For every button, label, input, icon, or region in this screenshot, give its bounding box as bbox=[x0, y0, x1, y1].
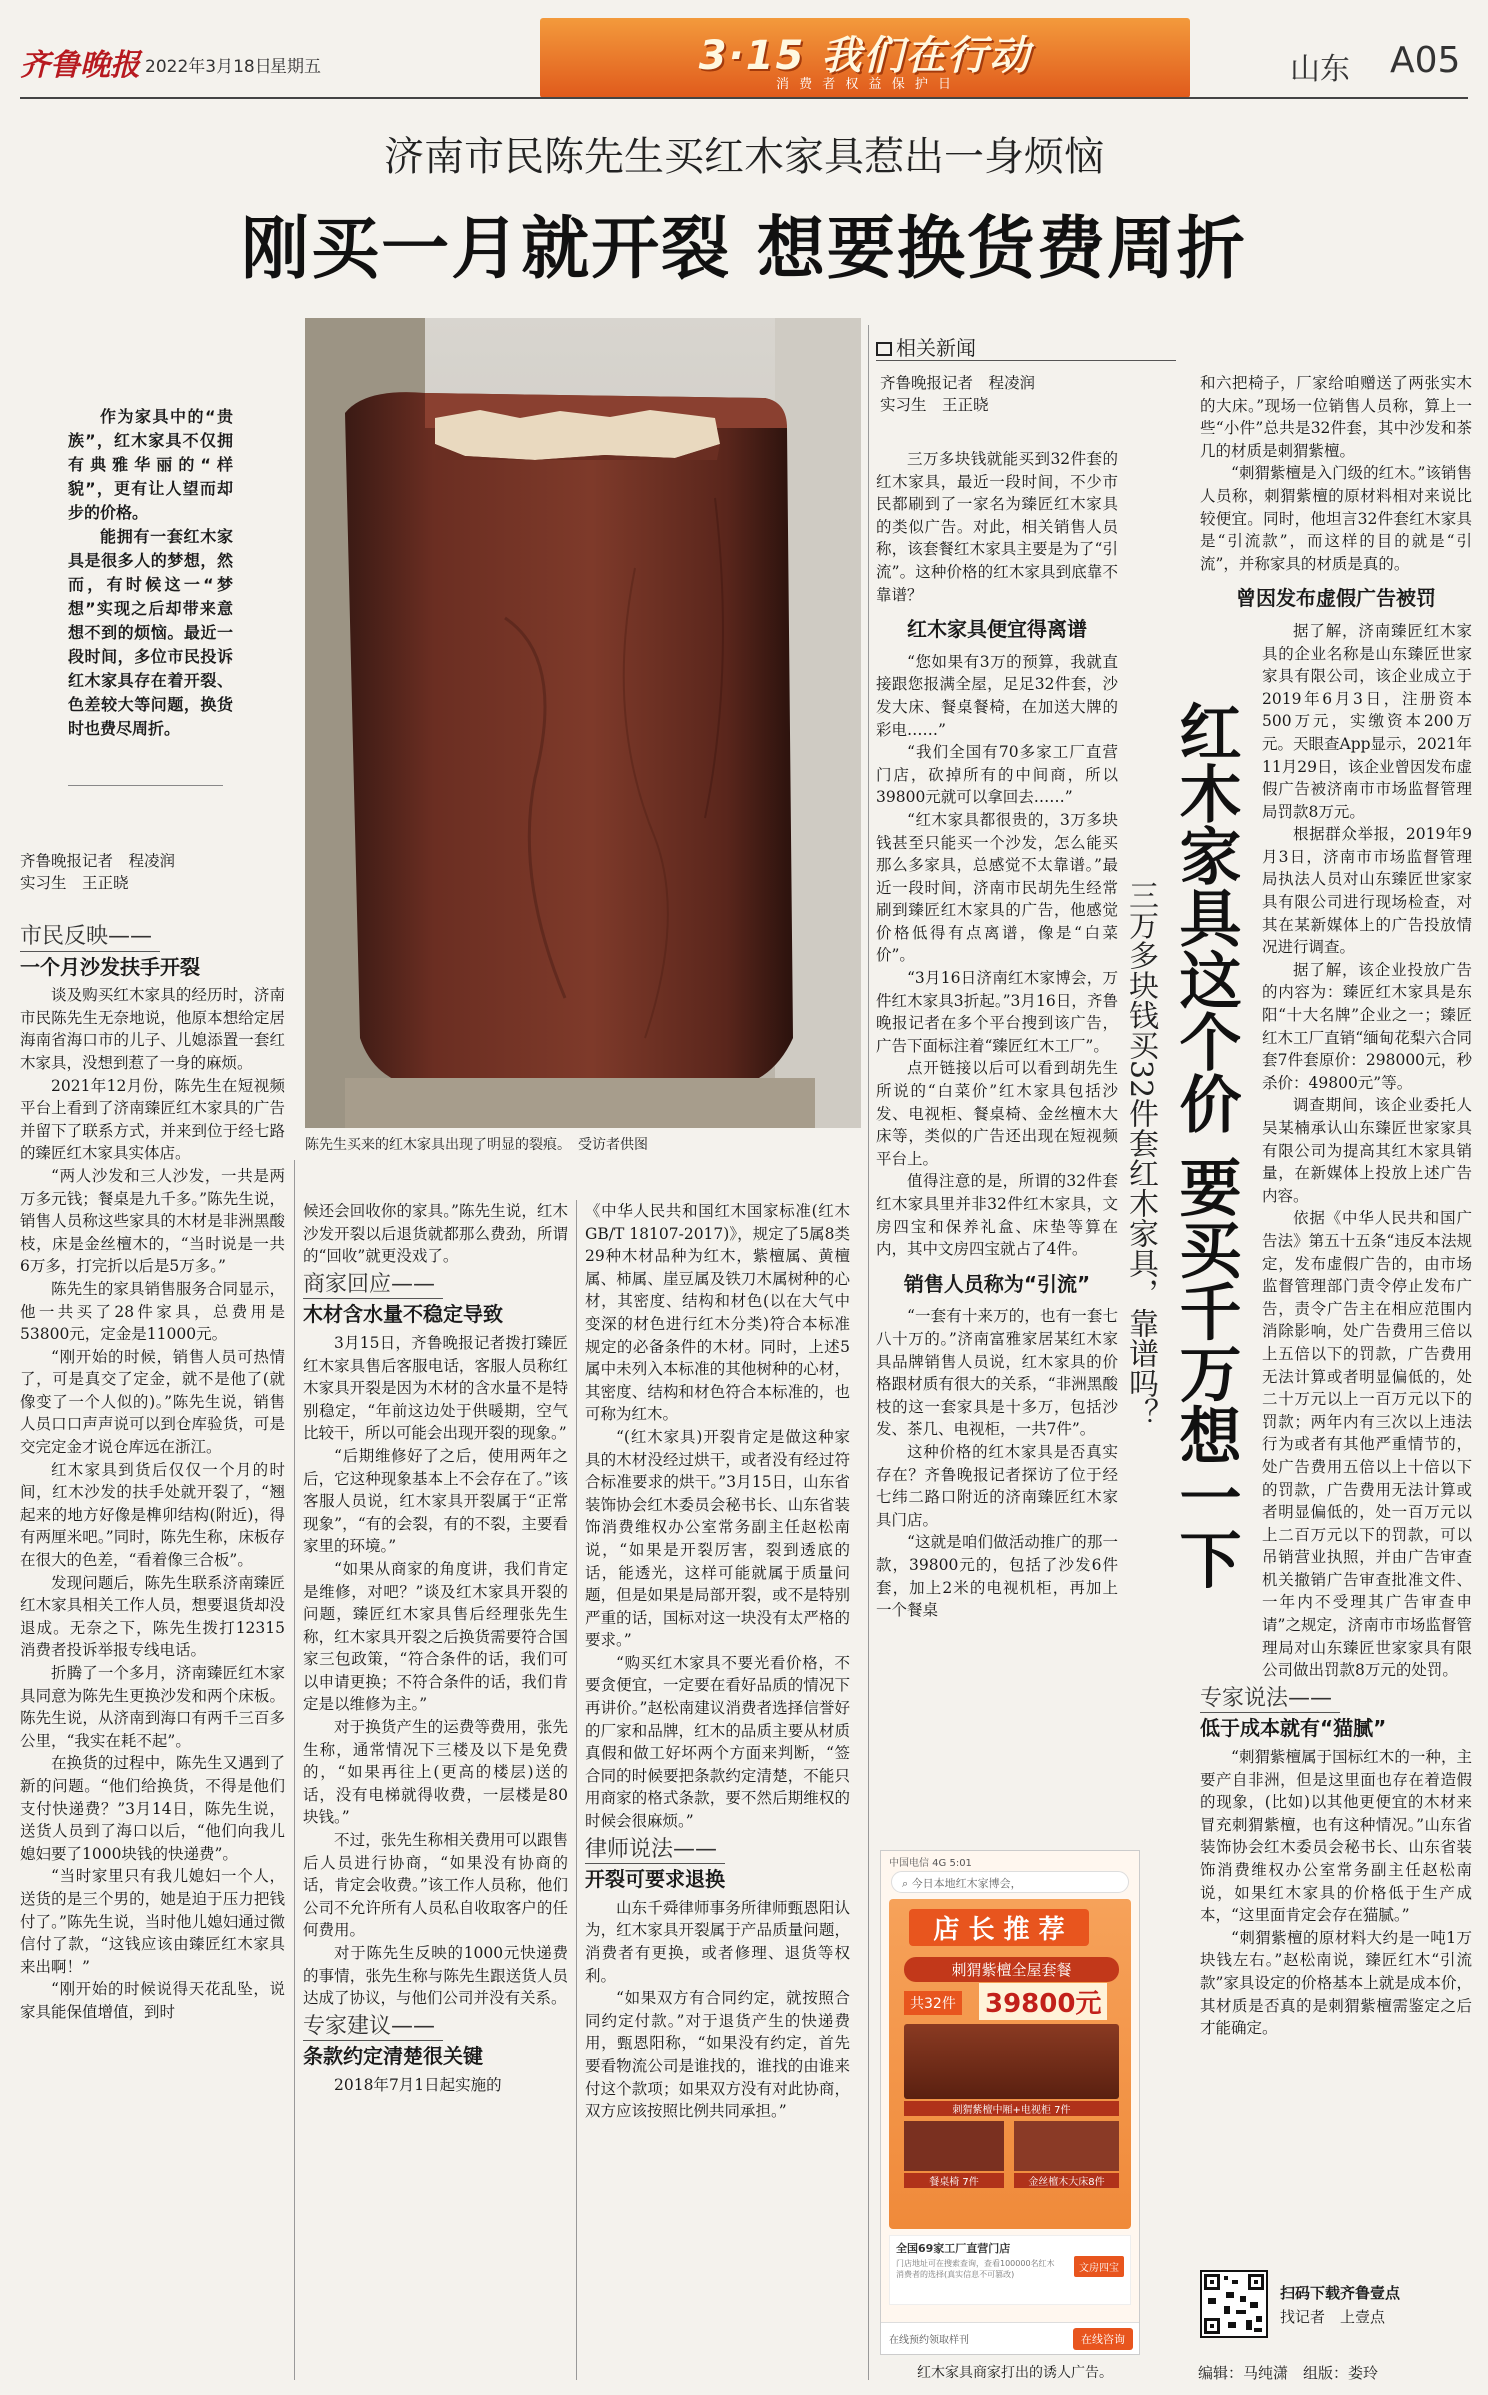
ad-search-bar[interactable] bbox=[891, 1871, 1129, 1893]
article-paragraph: 根据群众举报，2019年9月3日，济南市市场监督管理局执法人员对山东臻匠世家家具有限公司进行现场检查，对其在某新媒体上的广告投放情况进行调查。 bbox=[1262, 825, 1472, 957]
subhead-armrest-cracked: 一个月沙发扶手开裂 bbox=[20, 954, 200, 979]
article-paragraph: 红木家具到货后仅仅一个月的时间，红木沙发的扶手处就开裂了，“翘起来的地方好像是榫卯结构(附近)，得有两厘米吧。”同时，陈先生称，床板存在很大的色差，“看着像三合板”。 bbox=[20, 1460, 285, 1570]
region-label: 山东 bbox=[1290, 52, 1350, 87]
vertical-title: 红木家具这个价 要买千万想一下 bbox=[1169, 700, 1242, 1590]
section-expert-advice: 专家建议—— bbox=[303, 2016, 443, 2042]
ad-bottom-left[interactable]: 在线预约领取样刊 bbox=[889, 2335, 969, 2346]
lead-block bbox=[68, 405, 233, 741]
ad-row2a: 餐桌椅 7件 bbox=[904, 2173, 1004, 2188]
footer-credit: 编辑：马纯潇 组版：娄玲 bbox=[1198, 2364, 1379, 2382]
article-paragraph: 陈先生的家具销售服务合同显示，他一共买了28件家具，总费用是53800元，定金是11000元。 bbox=[20, 1279, 285, 1344]
article-paragraph: “购买红木家具不要光看价格，不要贪便宜，一定要在看好品质的情况下再讲价。”赵松南建议消费者选择信誉好的厂家和品牌，红木的品质主要从材质真假和做工好坏两个方面来判断，“签合同的时候要把条款约定清楚，不能只用商家的格式条款，要不然后期维权的时候会很麻烦。” bbox=[585, 1653, 850, 1831]
ad-stores-box bbox=[889, 2235, 1131, 2305]
article-paragraph: “刺猬紫檀的原材料大约是一吨1万块钱左右。”赵松南说，臻匠红木“引流款”家具设定的价格基本上就是成本价，其材质是否真的是刺猬紫檀需鉴定之后才能确定。 bbox=[1200, 1928, 1472, 2038]
qr-text-1: 扫码下载齐鲁壹点 bbox=[1280, 2284, 1401, 2302]
article-paragraph: “3月16日济南红木家博会，万件红木家具3折起。”3月16日，齐鲁晚报记者在多个平台搜到该广告，广告下面标注着“臻匠红木工厂”。 bbox=[876, 969, 1118, 1055]
ad-badge: 店 长 推 荐 bbox=[909, 1909, 1089, 1946]
issue-date: 2022年3月18日 bbox=[145, 57, 272, 77]
lead-paragraph: 作为家具中的“贵族”，红木家具不仅拥有典雅华丽的“样貌”，更有让人望而却步的价格。 bbox=[68, 407, 233, 522]
paper-name: 齐鲁晚报 bbox=[20, 48, 140, 83]
related-box-icon bbox=[876, 342, 892, 356]
byline-reporter: 齐鲁晚报记者 程凌润 bbox=[880, 374, 1036, 392]
column-5 bbox=[1200, 372, 1472, 2182]
byline-related bbox=[880, 372, 1140, 416]
article-paragraph: “(红木家具)开裂肯定是做这种家具的木材没经过烘干，或者没有经过符合标准要求的烘干。”3月15日，山东省装饰协会红木委员会秘书长、山东省装饰消费维权办公室常务副主任赵松南说，“如果是开裂厉害，裂到透底的话，能透光，这样可能就属于质量问题，但是如果是局部开裂，或不是特别严重的话，国标对这一块没有太严格的要求。” bbox=[585, 1427, 850, 1650]
article-paragraph: 调查期间，该企业委托人吴某楠承认山东臻匠世家家具有限公司为提高其红木家具销量，在新媒体上投放上述广告内容。 bbox=[1262, 1096, 1472, 1205]
article-paragraph: 不过，张先生称相关费用可以跟售后人员进行协商，“如果没有协商的话，肯定会收费。”该工作人员称，他们公司不允许所有人员私自收取客户的任何费用。 bbox=[303, 1831, 568, 1940]
byline-reporter: 齐鲁晚报记者 程凌润 bbox=[20, 852, 176, 870]
subhead-traffic: 销售人员称为“引流” bbox=[903, 1271, 1091, 1296]
section-citizen-report: 市民反映—— bbox=[20, 926, 160, 952]
ad-count: 共32件 bbox=[904, 1991, 962, 2015]
banner-315 bbox=[540, 18, 1190, 98]
article-paragraph: 对于换货产生的运费等费用，张先生称，通常情况下三楼及以下是免费的，“如果再往上(更高的楼层)送的话，没有电梯就得收费，一层楼是80块钱。” bbox=[303, 1718, 568, 1827]
ad-consult-button[interactable]: 在线咨询 bbox=[1073, 2328, 1133, 2350]
headline-kicker: 济南市民陈先生买红木家具惹出一身烦恼 bbox=[384, 134, 1104, 180]
subhead-moisture: 木材含水量不稳定导致 bbox=[303, 1302, 503, 1327]
ad-bed-image bbox=[1014, 2121, 1119, 2171]
main-photo-caption: 陈先生买来的红木家具出现了明显的裂痕。 受访者供图 bbox=[305, 1137, 648, 1153]
article-paragraph: “刚开始的时候，销售人员可热情了，可是真交了定金，就不是他了(就像变了一个人似的)。”陈先生说，销售人员口口声声说可以到仓库验货，可是交完定金才说仓库远在浙江。 bbox=[20, 1347, 285, 1457]
article-paragraph: 依据《中华人民共和国广告法》第五十五条“违反本法规定，发布虚假广告的，由市场监督管理部门责令停止发布广告，责令广告主在相应范围内消除影响，处广告费用三倍以上五倍以下的罚款，广告费用无法计算或者明显偏低的，处二十万元以上一百万元以下的罚款；两年内有三次以上违法行为或者有其他严重情节的，处广告费用五倍以上十倍以下的罚款，广告费用无法计算或者明显偏低的，处一百万元以上二百万元以下的罚款，可以吊销营业执照，并由广告审查机关撤销广告审查批准文件、一年内不受理其广告审查申请”之规定，济南市市场监督管理局对山东臻匠世家家具有限公司做出罚款8万元的处罚。 bbox=[1262, 1209, 1472, 1680]
article-paragraph: 据了解，济南臻匠红木家具的企业名称是山东臻匠世家家具有限公司，该企业成立于2019年6月3日，注册资本500万元，实缴资本200万元。天眼查App显示，2021年11月29日，该企业曾因发布虚假广告被济南市市场监督管理局罚款8万元。 bbox=[1262, 621, 1472, 821]
subhead-fined: 曾因发布虚假广告被罚 bbox=[1236, 586, 1436, 611]
vertical-subtitle: 三万多块钱买32件套红木家具，靠谱吗？ bbox=[1123, 880, 1158, 1429]
search-placeholder: 今日本地红木家博会， bbox=[911, 1877, 1022, 1890]
article-paragraph: “您如果有3万的预算，我就直接跟您报满全屋，足足32件套，沙发大床、餐桌餐椅，在加送大牌的彩电……” bbox=[876, 652, 1118, 739]
qr-code-icon bbox=[1202, 2272, 1266, 2336]
masthead bbox=[0, 0, 1488, 98]
article-paragraph: 候还会回收你的家具。”陈先生说，红木沙发开裂以后退货就都那么费劲，所谓的“回收”就更没戏了。 bbox=[303, 1202, 568, 1266]
article-paragraph: 《中华人民共和国红木国家标准(红木GB/T 18107-2017)》，规定了5属8类29种木材品种为红木，紫檀属、黄檀属、柿属、崖豆属及铁刀木属树种的心材，其密度、结构和材色(以在大气中变深的材色进行红木分类)符合本标准规定的必备条件的木材。同时，上述5属中未列入本标准的其他树种的心材，其密度、结构和材色符合本标准的，也可称为红木。 bbox=[585, 1202, 850, 1424]
column-2 bbox=[303, 1200, 568, 2390]
ad-package-name: 刺猬紫檀全屋套餐 bbox=[904, 1957, 1119, 1982]
ad-bottom-bar bbox=[881, 2322, 1139, 2354]
ad-row1: 刺猬紫檀中厢+电视柜 7件 bbox=[904, 2101, 1119, 2116]
article-paragraph: 发现问题后，陈先生联系济南臻匠红木家具相关工作人员，想要退货却没退成。无奈之下，陈先生拨打12315消费者投诉举报专线电话。 bbox=[20, 1573, 285, 1660]
related-label-text: 相关新闻 bbox=[896, 336, 976, 360]
column-4 bbox=[876, 448, 1118, 1840]
search-icon: ⌕ bbox=[902, 1877, 912, 1890]
ad-dining-image bbox=[904, 2121, 1004, 2171]
cracked-furniture-photo bbox=[305, 318, 861, 1128]
issue-weekday: 星期五 bbox=[270, 57, 321, 77]
article-paragraph: “两人沙发和三人沙发，一共是两万多元钱；餐桌是九千多。”陈先生说，销售人员称这些家具的木材是非洲黑酸枝，床是金丝檀木的，“当时说是一共6万多，打完折以后是5万多。” bbox=[20, 1166, 285, 1276]
article-paragraph: “如果双方有合同约定，就按照合同约定付款。”对于退货产生的快递费用，甄恩阳称，“如果没有约定，首先要看物流公司是谁找的，谁找的由谁来付这个款项；如果双方没有对此协商，双方应该按照比例共同承担。” bbox=[585, 1989, 850, 2121]
lead-rule bbox=[68, 785, 223, 786]
article-paragraph: 这种价格的红木家具是否真实存在？齐鲁晚报记者探访了位于经七纬二路口附近的济南臻匠红木家具门店。 bbox=[876, 1442, 1118, 1529]
page-number: A05 bbox=[1390, 40, 1461, 81]
subhead-below-cost: 低于成本就有“猫腻” bbox=[1200, 1716, 1387, 1741]
column-divider bbox=[868, 325, 869, 2380]
article-paragraph: 三万多块钱就能买到32件套的红木家具，最近一段时间，不少市民都刷到了一家名为臻匠红木家具的类似广告。对此，相关销售人员称，该套餐红木家具主要是为了“引流”。这种价格的红木家具到底靠不靠谱？ bbox=[876, 450, 1118, 604]
ad-sofa-image bbox=[904, 2024, 1119, 2099]
ad-row2b: 金丝檀木大床8件 bbox=[1014, 2173, 1119, 2188]
main-photo bbox=[305, 318, 861, 1128]
column-3 bbox=[585, 1200, 850, 2390]
article-paragraph: 对于陈先生反映的1000元快递费的事情，张先生称与陈先生跟送货人员达成了协议，与他们公司并没有关系。 bbox=[303, 1944, 568, 2008]
section-merchant-response: 商家回应—— bbox=[303, 1274, 443, 1300]
article-paragraph: “当时家里只有我儿媳妇一个人，送货的是三个男的，她是迫于压力把钱付了。”陈先生说，当时他儿媳妇通过微信付了款，“这钱应该由臻匠红木家具来出啊！” bbox=[20, 1867, 285, 1976]
headline-main: 刚买一月就开裂 想要换货费周折 bbox=[241, 210, 1247, 289]
ad-poster bbox=[889, 1899, 1131, 2229]
ad-stores-button[interactable]: 文房四宝 bbox=[1074, 2256, 1124, 2277]
section-lawyer: 律师说法—— bbox=[585, 1839, 725, 1865]
article-paragraph: “一套有十来万的，也有一套七八十万的。”济南富雅家居某红木家具品牌销售人员说，红木家具的价格跟材质有很大的关系，“非洲黑酸枝的这一套家具是十多万，包括沙发、茶几、电视柜，一共7件”。 bbox=[876, 1307, 1118, 1439]
article-paragraph: “这就是咱们做活动推广的那一款，39800元的，包括了沙发6件套，加上2米的电视机柜，再加上一个餐桌 bbox=[876, 1533, 1118, 1620]
article-paragraph: “红木家具都很贵的，3万多块钱甚至只能买一个沙发，怎么能买那么多家具，总感觉不太靠谱。”最近一段时间，济南市民胡先生经常刷到臻匠红木家具的广告，他感觉价格低得有点离谱，像是“白菜价”。 bbox=[876, 810, 1118, 965]
article-paragraph: “刺猬紫檀属于国标红木的一种，主要产自非洲，但是这里面也存在着造假的现象，(比如)以其他更便宜的木材来冒充刺猬紫檀，也有这种情况。”山东省装饰协会红木委员会秘书长、山东省装饰消费维权办公室常务副主任赵松南说，如果红木家具的价格低于生产成本，“这里面肯定会存在猫腻。” bbox=[1200, 1748, 1472, 1925]
article-paragraph: 在换货的过程中，陈先生又遇到了新的问题。“他们给换货，不得是他们支付快递费？”3月14日，陈先生说，送货人员到了海口以后，“他们向我儿媳妇要了1000块钱的快递费”。 bbox=[20, 1754, 285, 1863]
article-paragraph: “我们全国有70多家工厂直营门店，砍掉所有的中间商，所以39800元就可以拿回去……” bbox=[876, 743, 1118, 807]
column-divider bbox=[294, 1160, 295, 2380]
ad-caption: 红木家具商家打出的诱人广告。 bbox=[917, 2365, 1113, 2381]
related-label-rule bbox=[876, 360, 1176, 361]
qr-code[interactable] bbox=[1200, 2270, 1268, 2338]
subhead-return: 开裂可要求退换 bbox=[585, 1867, 725, 1892]
article-paragraph: 据了解，该企业投放广告的内容为：臻匠红木家具是东阳“十大名牌”企业之一；臻匠红木工厂直销“缅甸花梨六合同套7件套原价：298000元，秒杀价：49800元”等。 bbox=[1262, 960, 1472, 1092]
byline-left bbox=[20, 850, 230, 894]
section-expert-says: 专家说法—— bbox=[1200, 1688, 1340, 1714]
related-label bbox=[876, 332, 976, 361]
banner-title: 3·15 我们在行动 bbox=[698, 33, 1032, 79]
ad-screenshot bbox=[880, 1850, 1140, 2355]
article-paragraph: 谈及购买红木家具的经历时，济南市民陈先生无奈地说，他原本想给定居海南省海口市的儿子、儿媳添置一套红木家具，没想到惹了一身的麻烦。 bbox=[20, 986, 285, 1072]
phone-status-bar: 中国电信 4G 5:01 bbox=[889, 1858, 972, 1869]
article-paragraph: 2018年7月1日起实施的 bbox=[334, 2075, 502, 2094]
article-paragraph: “刺猬紫檀是入门级的红木。”该销售人员称，刺猬紫檀的原材料相对来说比较便宜。同时，他坦言32件套红木家具是“引流款”，而这样的目的就是“引流”，并称家具的材质是真的。 bbox=[1200, 464, 1472, 573]
article-paragraph: “后期维修好了之后，使用两年之后，它这种现象基本上不会存在了。”该客服人员说，红木家具开裂属于“正常现象”，“有的会裂，有的不裂，主要看家里的环境。” bbox=[303, 1446, 568, 1556]
article-paragraph: 值得注意的是，所谓的32件套红木家具里并非32件红木家具，文房四宝和保养礼盒、床垫等算在内，其中文房四宝就占了4件。 bbox=[876, 1172, 1118, 1259]
subhead-too-cheap: 红木家具便宜得离谱 bbox=[907, 617, 1087, 642]
ad-price: 39800元 bbox=[979, 1983, 1107, 2020]
article-paragraph: 点开链接以后可以看到胡先生所说的“白菜价”红木家具包括沙发、电视柜、餐桌椅、金丝檀木大床等，类似的广告还出现在短视频平台上。 bbox=[876, 1059, 1118, 1168]
article-paragraph: “刚开始的时候说得天花乱坠，说家具能保值增值，到时 bbox=[20, 1980, 285, 2021]
banner-subtitle: 消 费 者 权 益 保 护 日 bbox=[776, 77, 954, 92]
byline-intern: 实习生 王正晓 bbox=[20, 874, 129, 892]
ad-stores-sub: 门店地址可在搜索查询，查看100000名红木消费者的选择(真实信息不可篡改) bbox=[896, 2259, 1055, 2279]
column-divider bbox=[576, 1200, 577, 2380]
masthead-rule bbox=[20, 97, 1468, 99]
column-1 bbox=[20, 920, 285, 2390]
article-paragraph: 山东千舜律师事务所律师甄恩阳认为，红木家具开裂属于产品质量问题，消费者有更换，或者修理、退货等权利。 bbox=[585, 1898, 850, 1985]
qr-text-2: 找记者 上壹点 bbox=[1280, 2308, 1386, 2326]
lead-paragraph: 能拥有一套红木家具是很多人的梦想，然而，有时候这一“梦想”实现之后却带来意想不到的烦恼。最近一段时间，多位市民投诉红木家具存在着开裂、色差较大等问题，换货时也费尽周折。 bbox=[68, 527, 233, 738]
article-paragraph: 2021年12月份，陈先生在短视频平台上看到了济南臻匠红木家具的广告并留下了联系方式，并来到位于经七路的臻匠红木家具实体店。 bbox=[20, 1076, 285, 1163]
ad-stores-title: 全国69家工厂直营门店 bbox=[896, 2242, 1011, 2255]
article-paragraph: “如果从商家的角度讲，我们肯定是维修，对吧？”谈及红木家具开裂的问题，臻匠红木家具售后经理张先生称，红木家具开裂之后换货需要符合国家三包政策，“符合条件的话，我们可以申请更换；不符合条件的话，我们肯定是以维修为主。” bbox=[303, 1559, 568, 1714]
byline-intern: 实习生 王正晓 bbox=[880, 396, 989, 414]
article-paragraph: 3月15日，齐鲁晚报记者拨打臻匠红木家具售后客服电话，客服人员称红木家具开裂是因为木材的含水量不是特别稳定，“年前这边处于供暖期，空气比较干，所以可能会出现开裂的现象。” bbox=[303, 1333, 568, 1443]
article-paragraph: 折腾了一个多月，济南臻匠红木家具同意为陈先生更换沙发和两个床板。陈先生说，从济南到海口有两千三百多公里，“我实在耗不起”。 bbox=[20, 1664, 285, 1750]
article-paragraph: 和六把椅子，厂家给咱赠送了两张实木的大床。”现场一位销售人员称，算上一些“小件”总共是32件套，其中沙发和茶几的材质是刺猬紫檀。 bbox=[1200, 374, 1472, 460]
subhead-contract-terms: 条款约定清楚很关键 bbox=[303, 2044, 483, 2069]
